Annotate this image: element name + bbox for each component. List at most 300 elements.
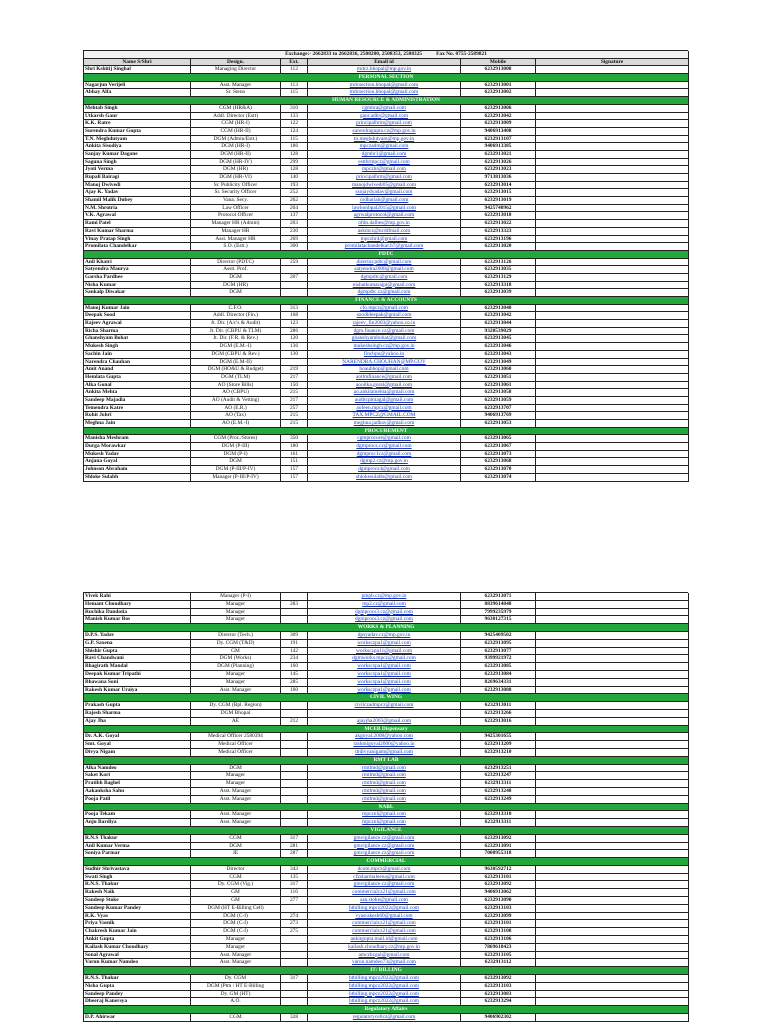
signature-cell <box>536 466 689 474</box>
email-link[interactable]: akgoyal.2008@yahoo.com <box>308 733 461 741</box>
email-link[interactable]: kailash.choudhary.cz@mp.gov.in <box>308 944 461 952</box>
header-ext: Ext. <box>281 59 308 67</box>
name-cell: Shamil Malik Dubey <box>84 197 191 205</box>
email-link[interactable]: worksczpa1@gmail.com <box>308 671 461 679</box>
directory-row <box>84 975 688 983</box>
directory-row <box>84 120 688 128</box>
email-link[interactable]: dgmhr1@gmail.com <box>308 151 461 159</box>
mobile-cell: 9406913062 <box>461 889 536 897</box>
section-title: PROCUREMENT <box>84 428 689 436</box>
email-link[interactable]: dgmprocs4@gmail.com <box>308 466 461 474</box>
directory-row <box>84 166 688 174</box>
designation-cell: Asst. Manager <box>191 687 281 695</box>
name-cell: Jyoti Verma <box>84 166 191 174</box>
email-link[interactable]: promilatachandelkar.67@gmail.com <box>308 243 461 251</box>
email-link[interactable]: rmtlmd@gmail.com <box>308 788 461 796</box>
email-link[interactable]: surendragupta.cz@mp.gov.in <box>308 128 461 136</box>
signature-cell <box>536 451 689 459</box>
email-link[interactable]: cgmhra@gmail.com <box>308 105 461 113</box>
name-cell: D.P.S. Yadav <box>84 632 191 640</box>
extension-cell: 193 <box>281 182 308 190</box>
signature-cell <box>536 282 689 290</box>
email-link[interactable]: mdcsection.bhopal@gmail.com <box>308 89 461 97</box>
email-link[interactable]: mdcsection.bhopal@gmail.com <box>308 82 461 90</box>
signature-cell <box>536 120 689 128</box>
extension-cell <box>281 741 308 749</box>
signature-cell <box>536 66 689 74</box>
email-link[interactable]: htbilling.mpcz2022@gmail.com <box>308 998 461 1006</box>
signature-cell <box>536 228 689 236</box>
mobile-cell: 6232913247 <box>461 772 536 780</box>
email-link[interactable]: htbilling.mpcz2022@gmail.com <box>308 983 461 991</box>
name-cell: Temendra Katre <box>84 405 191 413</box>
designation-cell: Manager <box>191 772 281 780</box>
designation-cell: DGM <box>191 843 281 851</box>
email-link[interactable]: worksczpa1@gmail.com <box>308 640 461 648</box>
email-link[interactable]: mdcz.bhopal@mp.gov.in <box>308 66 461 74</box>
signature-cell <box>536 166 689 174</box>
directory-row <box>84 998 688 1006</box>
column-header-row <box>84 59 688 67</box>
name-cell: Mehtab Singh <box>84 105 191 113</box>
name-cell: Satyendra Maurya <box>84 266 191 274</box>
email-link[interactable]: ofdn.dalbes@mp.gov.in <box>308 220 461 228</box>
extension-cell: 115 <box>281 136 308 144</box>
email-link[interactable]: cgmprocure@gmail.com <box>308 435 461 443</box>
email-link[interactable]: csdhariah@gmail.com <box>308 197 461 205</box>
signature-cell <box>536 113 689 121</box>
email-link[interactable]: dgmprocs3.cz@gmail.com <box>308 609 461 617</box>
signature-cell <box>536 991 689 999</box>
signature-cell <box>536 389 689 397</box>
email-link[interactable]: varun.namdeo73@gmail.com <box>308 959 461 967</box>
extension-cell <box>281 289 308 297</box>
designation-cell: Manager (P-III/P-IV) <box>191 474 281 482</box>
directory-row <box>84 143 688 151</box>
directory-row <box>84 366 688 374</box>
designation-cell: S.O. (Estt.) <box>191 243 281 251</box>
directory-row <box>84 843 688 851</box>
name-cell: Sachin Jain <box>84 351 191 359</box>
extension-cell <box>281 780 308 788</box>
directory-row <box>84 811 688 819</box>
section-title: Regulatory Affairs <box>84 1006 689 1014</box>
section-header-row <box>84 858 688 866</box>
email-link[interactable]: dgmworks.mpcz@gmail.com <box>308 655 461 663</box>
extension-cell: 317 <box>281 881 308 889</box>
email-link[interactable]: amczhcgal@gmail.com <box>308 952 461 960</box>
name-cell: Swati Singh <box>84 874 191 882</box>
email-link[interactable]: shlokesulabh@gmail.com <box>308 474 461 482</box>
name-cell: Alka Gonal <box>84 382 191 390</box>
directory-row <box>84 305 688 313</box>
directory-row <box>84 351 688 359</box>
mobile-cell: 6232913044 <box>461 320 536 328</box>
name-cell: Smt. Goyal <box>84 741 191 749</box>
extension-cell: 274 <box>281 913 308 921</box>
name-cell: Ajay Jha <box>84 718 191 726</box>
directory-row <box>84 182 688 190</box>
email-link[interactable]: pmpb.cz@mp.gov.in <box>308 593 461 601</box>
email-link[interactable]: mp2.cz@gmail.com <box>308 601 461 609</box>
extension-cell: 287 <box>281 850 308 858</box>
extension-cell: 142 <box>281 648 308 656</box>
mobile-cell: 6232913092 <box>461 881 536 889</box>
email-link[interactable]: commercialcz21@gmail.com <box>308 928 461 936</box>
extension-cell <box>281 959 308 967</box>
header-mobile: Mobile <box>461 59 536 67</box>
email-link[interactable]: dgmpdtc@gmail.com <box>308 274 461 282</box>
email-link[interactable]: worksczpa11@gmail.com <box>308 648 461 656</box>
extension-cell: 286 <box>281 328 308 336</box>
designation-cell: AO (Audit & Vetting) <box>191 397 281 405</box>
designation-cell: Sr. Publicity Officer <box>191 182 281 190</box>
email-link[interactable]: rmtlmd@gmail.com <box>308 765 461 773</box>
directory-row <box>84 983 688 991</box>
designation-cell: DGM (Ptm / HT E-Billing <box>191 983 281 991</box>
email-link[interactable]: civilczadmpcz@gmail.com <box>308 702 461 710</box>
signature-cell <box>536 702 689 710</box>
mobile-cell: 6232913103 <box>461 983 536 991</box>
extension-cell: 160 <box>281 687 308 695</box>
name-cell: K.K. Ratre <box>84 120 191 128</box>
extension-cell: 300 <box>281 243 308 251</box>
email-link[interactable]: meghna.jadhav@gmail.com <box>308 420 461 428</box>
extension-cell: 252 <box>281 189 308 197</box>
name-cell: V.K. Agrawal <box>84 212 191 220</box>
signature-cell <box>536 136 689 144</box>
mobile-cell: 6232913002 <box>461 89 536 97</box>
signature-cell <box>536 952 689 960</box>
name-cell: Manish Kumar Bos <box>84 616 191 624</box>
directory-row <box>84 113 688 121</box>
designation-cell: Asst. Manager <box>191 82 281 90</box>
name-cell: Ankita Sisodiya <box>84 143 191 151</box>
designation-cell: AO (Store Bills) <box>191 382 281 390</box>
email-link[interactable]: lawhonbpal2015@gmail.com <box>308 205 461 213</box>
email-link[interactable]: gmvigilance.cz@gmail.com <box>308 843 461 851</box>
name-cell: Dr. A.K. Goyal <box>84 733 191 741</box>
mobile-cell: 6232913011 <box>461 702 536 710</box>
directory-row <box>84 835 688 843</box>
designation-cell: Manager <box>191 601 281 609</box>
designation-cell: DGM (TLM) <box>191 374 281 382</box>
mobile-cell: 9320539029 <box>461 328 536 336</box>
directory-row <box>84 289 688 297</box>
extension-cell: 140 <box>281 174 308 182</box>
signature-cell <box>536 143 689 151</box>
email-link[interactable]: rmtlmd@gmail.com <box>308 780 461 788</box>
extension-cell <box>281 616 308 624</box>
name-cell: Bhagirath Mandal <box>84 663 191 671</box>
name-cell: Rajesh Sharma <box>84 710 191 718</box>
name-cell: Ravi Chandwani <box>84 655 191 663</box>
email-link[interactable]: rashmigoyal2000@yahoo.in <box>308 741 461 749</box>
mobile-cell: 6232913026 <box>461 159 536 167</box>
name-cell: Hemlata Gupta <box>84 374 191 382</box>
extension-cell <box>281 983 308 991</box>
email-link[interactable]: TAX.MPCZ@GMAIL.COM <box>308 412 461 420</box>
name-cell: Kailash Kumar Choudhary <box>84 944 191 952</box>
directory-table-bottom <box>83 592 688 1022</box>
extension-cell: 317 <box>281 835 308 843</box>
signature-cell <box>536 811 689 819</box>
email-link[interactable]: hoaubbop@gmail.com <box>308 366 461 374</box>
name-cell: Ruchika Dandotia <box>84 609 191 617</box>
email-link[interactable]: dgmpdtc.cz@gmail.com <box>308 289 461 297</box>
email-link[interactable]: cfzsharmaleena@gmail.com <box>308 874 461 882</box>
signature-cell <box>536 648 689 656</box>
name-cell: Shishir Gupta <box>84 648 191 656</box>
email-link[interactable]: commercialcz21@gmail.com <box>308 920 461 928</box>
signature-cell <box>536 159 689 167</box>
name-cell: R.K. Vyas <box>84 913 191 921</box>
email-link[interactable]: rajeev_fin2003@yahoo.co.in <box>308 320 461 328</box>
signature-cell <box>536 655 689 663</box>
name-cell: Anju Bardiya <box>84 819 191 827</box>
name-cell: Hemant Choudhary <box>84 601 191 609</box>
email-link[interactable]: dgmp2.cz@mp.gov.in <box>308 458 461 466</box>
name-cell: Rajeev Agrawal <box>84 320 191 328</box>
email-link[interactable]: dgmprocs.cz@gmail.com <box>308 443 461 451</box>
email-link[interactable]: worksczpa1@gmail.com <box>308 679 461 687</box>
email-link[interactable]: auditcpmiagal@gmail.com <box>308 397 461 405</box>
designation-cell: Director <box>191 866 281 874</box>
extension-cell <box>281 609 308 617</box>
email-link[interactable]: ghanshyambohat@gmail.com <box>308 335 461 343</box>
email-link[interactable]: rmtlmd@gmail.com <box>308 796 461 804</box>
signature-cell <box>536 289 689 297</box>
signature-cell <box>536 663 689 671</box>
email-link[interactable]: regulatorycellcz@gmail.com <box>308 1014 461 1022</box>
name-cell: Abhay Alfa <box>84 89 191 97</box>
directory-row <box>84 151 688 159</box>
email-link[interactable]: mpczadm@gmail.com <box>308 143 461 151</box>
name-cell: Ankit Gupta <box>84 936 191 944</box>
mobile-cell: 6232913074 <box>461 474 536 482</box>
designation-cell: DGM (E.M.-I) <box>191 343 281 351</box>
email-link[interactable]: fincbpu@yahoo.in <box>308 351 461 359</box>
email-link[interactable]: principalhrm@gmail.com <box>308 120 461 128</box>
email-link[interactable]: tn.meghdutyam@mp.gov.in <box>308 136 461 144</box>
mobile-cell: 6232913014 <box>461 182 536 190</box>
email-link[interactable]: htbilling.mpcz2022@gmail.com <box>308 975 461 983</box>
extension-cell <box>281 905 308 913</box>
email-link[interactable]: drdivyanigam@gmail.com <box>308 749 461 757</box>
email-link[interactable]: gmvigilance.cz@gmail.com <box>308 850 461 858</box>
email-link[interactable]: dgmproc1cz@gmail.com <box>308 451 461 459</box>
mobile-cell: 6232913009 <box>461 120 536 128</box>
email-link[interactable]: aofeen.mpcz@gmail.com <box>308 405 461 413</box>
name-cell: Rohit Johri <box>84 412 191 420</box>
mobile-cell: 6232913065 <box>461 435 536 443</box>
email-link[interactable]: rmtlmd@gmail.com <box>308 772 461 780</box>
section-title: HUMAN RESOURCE & ADMINISTRATION <box>84 97 689 105</box>
mobile-cell: 6232913112 <box>461 959 536 967</box>
name-cell: Pratibh Baghel <box>84 780 191 788</box>
email-link[interactable]: worksczpa1@gmail.com <box>308 687 461 695</box>
mobile-cell: 6232913060 <box>461 366 536 374</box>
email-link[interactable]: gmvigilance.cz@gmail.com <box>308 881 461 889</box>
designation-cell: DGM <box>191 289 281 297</box>
mobile-cell: 6232913016 <box>461 718 536 726</box>
email-link[interactable]: nishatkumarajpt@gmail.com <box>308 282 461 290</box>
email-link[interactable]: ao.ankitamehta@gmail.com <box>308 389 461 397</box>
signature-cell <box>536 710 689 718</box>
signature-cell <box>536 374 689 382</box>
mobile-cell: 6232913071 <box>461 593 536 601</box>
designation-cell: Manager <box>191 944 281 952</box>
extension-cell: 120 <box>281 335 308 343</box>
email-link[interactable]: gaur.adhr@gmail.com <box>308 113 461 121</box>
designation-cell: Medical Officer 2580394 <box>191 733 281 741</box>
designation-cell: Addl. Director (Fin.) <box>191 312 281 320</box>
designation-cell: CGM <box>191 874 281 882</box>
header-designation: Design. <box>191 59 281 67</box>
designation-cell: Dy. CGM (Vig.) <box>191 881 281 889</box>
email-link[interactable]: gmvigilance.cz@gmail.com <box>308 835 461 843</box>
designation-cell: Asst. Manager <box>191 796 281 804</box>
mobile-cell: 6232913000 <box>461 66 536 74</box>
directory-row <box>84 687 688 695</box>
email-link[interactable]: mpczhr@gmail.com <box>308 166 461 174</box>
email-link[interactable]: cfo.mpcz@gmail.com <box>308 305 461 313</box>
mobile-cell: 6232913022 <box>461 220 536 228</box>
email-link[interactable]: htbilling.mpcz2022@gmail.com <box>308 991 461 999</box>
designation-cell: Manager HR <box>191 228 281 236</box>
email-link[interactable]: aooilka.goral@gmail.com <box>308 382 461 390</box>
mobile-cell: 6232913049 <box>461 359 536 367</box>
mobile-cell: 6232913101 <box>461 920 536 928</box>
email-link[interactable]: NARENDRA.CHOUHAN@MP.GOV <box>308 359 461 367</box>
designation-cell: DGM (P-III/P-IV) <box>191 466 281 474</box>
email-link[interactable]: ssojaydyadav@gmail.com <box>308 189 461 197</box>
directory-row <box>84 920 688 928</box>
mobile-cell: 6232913323 <box>461 228 536 236</box>
extension-cell: 151 <box>281 458 308 466</box>
mobile-cell: 6232913068 <box>461 458 536 466</box>
email-link[interactable]: director.pdtc@gmail.com <box>308 259 461 267</box>
name-cell: Varun Kumar Namdeo <box>84 959 191 967</box>
directory-row <box>84 671 688 679</box>
email-link[interactable]: mpcznl@gmail.com <box>308 811 461 819</box>
signature-cell <box>536 679 689 687</box>
signature-cell <box>536 788 689 796</box>
mobile-cell: 6232913070 <box>461 466 536 474</box>
mobile-cell: 6232913310 <box>461 811 536 819</box>
name-cell: Utkarsh Gaur <box>84 113 191 121</box>
email-link[interactable]: estthrmpcz@gmail.com <box>308 159 461 167</box>
designation-cell: Dy. CGM (T&D) <box>191 640 281 648</box>
signature-cell <box>536 913 689 921</box>
name-cell: Priya Vasnik <box>84 920 191 928</box>
signature-cell <box>536 320 689 328</box>
signature-cell <box>536 443 689 451</box>
mobile-cell: 6232913073 <box>461 451 536 459</box>
name-cell: R.N.S Thakur <box>84 835 191 843</box>
signature-cell <box>536 420 689 428</box>
extension-cell: 186 <box>281 143 308 151</box>
email-link[interactable]: agrwalprotocol@gmail.com <box>308 212 461 220</box>
designation-cell: DGM Bhopal <box>191 710 281 718</box>
extension-cell: 285 <box>281 679 308 687</box>
directory-row <box>84 850 688 858</box>
name-cell: Divya Nigam <box>84 749 191 757</box>
mobile-cell: 6232913053 <box>461 420 536 428</box>
email-link[interactable]: san.stoke@gmail.com <box>308 897 461 905</box>
email-link[interactable]: htbilling.mpcz2022@gmail.com <box>308 905 461 913</box>
signature-cell <box>536 874 689 882</box>
email-link[interactable]: soodideepak@gmail.com <box>308 312 461 320</box>
directory-row <box>84 741 688 749</box>
mobile-cell: 6232913099 <box>461 913 536 921</box>
name-cell: Ghanshyam Bohat <box>84 335 191 343</box>
signature-cell <box>536 405 689 413</box>
name-cell: Alka Namdeo <box>84 765 191 773</box>
directory-row <box>84 952 688 960</box>
directory-row <box>84 382 688 390</box>
email-link[interactable]: principalhrm@gmail.com <box>308 174 461 182</box>
mobile-cell: 6232913061 <box>461 382 536 390</box>
designation-cell: DGM (HR-II) <box>191 151 281 159</box>
email-link[interactable]: ankitgupta.mail.id@gmail.com <box>308 936 461 944</box>
mobile-cell: 6232913023 <box>461 166 536 174</box>
email-link[interactable]: mpczhr4@gmail.com <box>308 236 461 244</box>
directory-row <box>84 205 688 213</box>
directory-row <box>84 466 688 474</box>
signature-cell <box>536 197 689 205</box>
email-link[interactable]: worksczpa1@gmail.com <box>308 663 461 671</box>
name-cell: R.N.S. Thakur <box>84 975 191 983</box>
email-link[interactable]: askmcz@ncdtfmail.com <box>308 228 461 236</box>
designation-cell: DGM (P-III) <box>191 443 281 451</box>
signature-cell <box>536 601 689 609</box>
mobile-cell: 6232913059 <box>461 397 536 405</box>
signature-cell <box>536 182 689 190</box>
email-link[interactable]: vyasrakesh60@gmail.com <box>308 913 461 921</box>
extension-cell <box>281 796 308 804</box>
mobile-cell: 6232913006 <box>461 105 536 113</box>
directory-row <box>84 136 688 144</box>
section-header-row <box>84 297 688 305</box>
email-link[interactable]: dcom.mpcz@gmail.com <box>308 866 461 874</box>
extension-cell: 215 <box>281 389 308 397</box>
email-link[interactable]: aotlmfinance@gmail.com <box>308 374 461 382</box>
signature-cell <box>536 382 689 390</box>
extension-cell: 215 <box>281 420 308 428</box>
mobile-cell: 7999235979 <box>461 609 536 617</box>
mobile-cell: 6232913311 <box>461 819 536 827</box>
email-link[interactable]: mpcznl@gmail.com <box>308 819 461 827</box>
mobile-cell: 7869618423 <box>461 944 536 952</box>
email-link[interactable]: mukeshsingh.cz@mp.gov.in <box>308 343 461 351</box>
directory-row <box>84 913 688 921</box>
email-link[interactable]: commercialcz21@gmail.com <box>308 889 461 897</box>
email-link[interactable]: dpsyadav.cz@mp.gov.in <box>308 632 461 640</box>
email-link[interactable]: dgmprocs3.cz@gmail.com <box>308 616 461 624</box>
email-link[interactable]: manojdwivedi05@gmail.com <box>308 182 461 190</box>
section-header-row <box>84 624 688 632</box>
directory-row <box>84 89 688 97</box>
directory-row <box>84 780 688 788</box>
designation-cell: Protocol Officer <box>191 212 281 220</box>
section-title: NABL <box>84 804 689 812</box>
email-link[interactable]: satyendra2008@gmail.com <box>308 266 461 274</box>
extension-cell: 310 <box>281 105 308 113</box>
email-link[interactable]: ajayjha2003@gmail.com <box>308 718 461 726</box>
mobile-cell: 9399921972 <box>461 655 536 663</box>
email-link[interactable]: dgm.finance.cz@gmail.com <box>308 328 461 336</box>
